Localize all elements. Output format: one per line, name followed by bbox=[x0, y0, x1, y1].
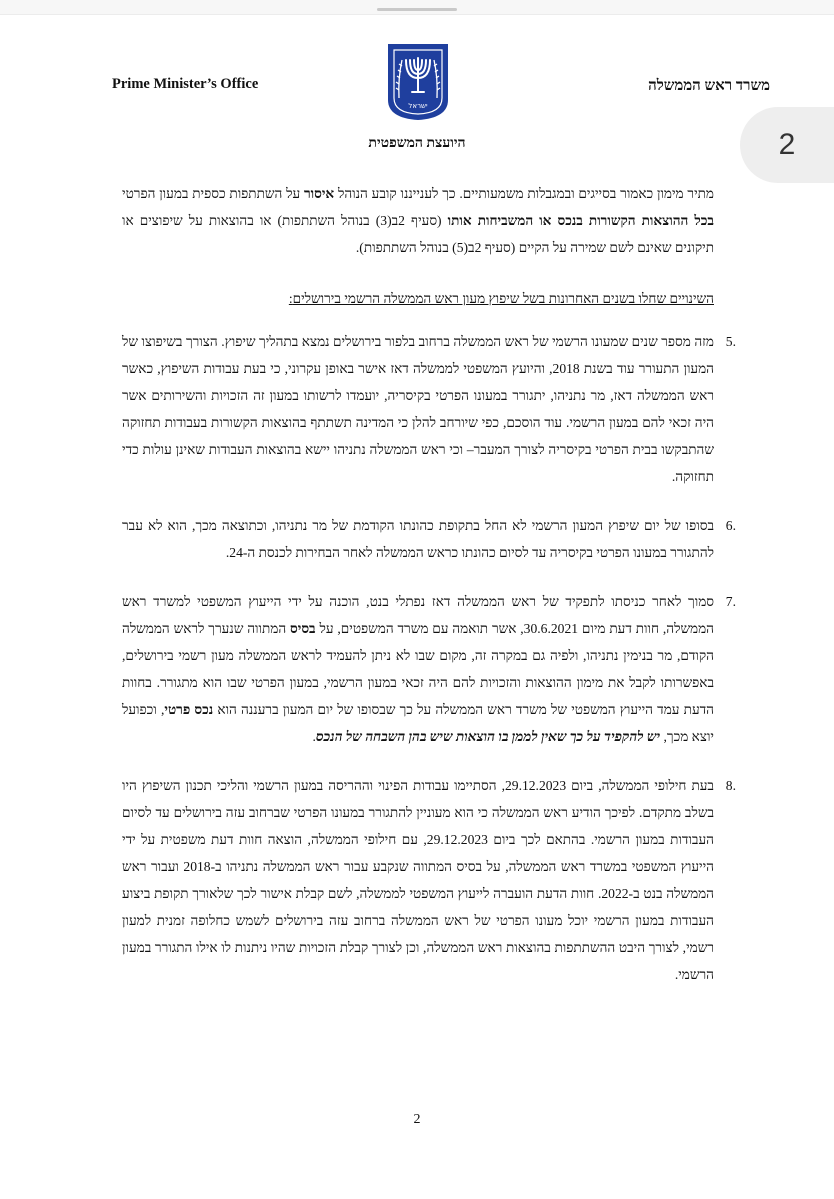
office-name-english: Prime Minister’s Office bbox=[112, 76, 259, 92]
paragraph-number: 5. bbox=[725, 334, 736, 349]
viewer-top-bar bbox=[0, 0, 834, 15]
office-name-hebrew: משרד ראש הממשלה bbox=[648, 78, 770, 94]
state-emblem-icon bbox=[386, 42, 450, 122]
paragraph-8: 8. בעת חילופי הממשלה, ביום 29.12.2023, הסתיימו עבודות הפינוי וההריסה במעון הרשמי והליכי תכנון השיפוץ היו בשלב מתקדם. לפיכך הודיע ראש הממשלה כי הוא מעוניין להתגורר במעונו הפרטי שברחוב עזה בירושלים עד לסיום העבודות במעון הרשמי. בהתאם לכך ביום 29.12.2023, עם חילופי הממשלה, הוצאה חוות דעת משפטית על ידי הייעוץ המשפטי במשרד ראש הממשלה, על בסיס המתווה שנקבע עבור ראש הממשלה נתניהו ב-2018 ועבור ראש הממשלה בנט ב-2022. חוות הדעת הועברה לייעוץ המשפטי לממשלה, לשם קבלת אישור לכך שלאורך תקופת ביצוע העבודות במעון הרשמי יוכל מעונו הפרטי של ראש הממשלה ברחוב עזה בירושלים לשמש כחלופה זמנית למעון רשמי, לצורך היבט ההשתתפות בהוצאות ראש הממשלה, וכן לצורך קבלת הזכויות שהיו ניתנות לו אילו התגורר במעון הרשמי. bbox=[122, 772, 714, 988]
drag-handle[interactable] bbox=[377, 8, 457, 11]
paragraph-6: 6. בסופו של יום שיפוץ המעון הרשמי לא החל בתקופת כהונתו הקודמת של מר נתניהו, וכתוצאה מכך, הוא לא עבר להתגורר במעונו הפרטי בקיסריה עד לסיום כהונתו כראש הממשלה לאחר הבחירות לכנסת ה-24. bbox=[122, 512, 714, 566]
department-title: היועצת המשפטית bbox=[368, 136, 466, 151]
section-heading: השינויים שחלו בשנים האחרונות בשל שיפוץ מעון ראש הממשלה הרשמי בירושלים: bbox=[288, 291, 714, 306]
footer-page-number: 2 bbox=[413, 1112, 421, 1127]
emblem-label: ישראל bbox=[408, 102, 428, 110]
paragraph-7: 7. סמוך לאחר כניסתו לתפקיד של ראש הממשלה דאז נפתלי בנט, הוכנה על ידי הייעוץ המשפטי למשרד ראש הממשלה, חוות דעת מיום 30.6.2021, אשר תואמה עם משרד המשפטים, על בסיס המתווה שנערך לראש הממשלה הקודם, מר בנימין נתניהו, ולפיה גם במקרה זה, מקום שבו לא ניתן להעמיד לראש הממשלה מעון רשמי בירושלים, באפשרותו לקבל את מימון ההוצאות והזכויות להם היה זכאי במעון הרשמי, במעון הפרטי שבו הוא מתגורר. בחוות הדעת עמד הייעוץ המשפטי של משרד ראש הממשלה על כך שבסופו של יום המעון ברעננה הוא נכס פרטי, וכפועל יוצא מכך, יש להקפיד על כך שאין לממן בו הוצאות שיש בהן השבחה של הנכס. bbox=[122, 588, 714, 750]
paragraph-number: 8. bbox=[725, 778, 736, 793]
paragraph-number: 6. bbox=[725, 518, 736, 533]
paragraph-5: 5. מזה מספר שנים שמעונו הרשמי של ראש הממשלה ברחוב בלפור בירושלים נמצא בתהליך שיפוץ. הצורך בשיפוצו של המעון התעורר עוד בשנת 2018, והיועץ המשפטי לממשלה דאז אישר באופן עקרוני, כי בעת עבודות השיפוץ, כאשר ראש הממשלה דאז, מר נתניהו, יתגורר במעונו הפרטי בקיסריה, יועמדו לרשותו במעון זה הזכויות והשירותים אשר היה זכאי להם במעון הרשמי. עוד הוסכם, כפי שיורחב להלן כי המדינה תשתתף בהוצאות הקשורות בעבודות תחזוקה שהתבקשו בבית הפרטי בקיסריה לצורך המעבר– וכי ראש הממשלה נתניהו יישא בהוצאות העבודות שאינן עולות כדי תחזוקה. bbox=[122, 328, 714, 490]
page-number-badge: 2 bbox=[740, 107, 834, 183]
document-body bbox=[122, 180, 736, 1010]
intro-paragraph: מתיר מימון כאמור בסייגים ובמגבלות משמעותיים. כך לענייננו קובע הנוהל איסור על השתתפות כספית במעון הפרטי בכל ההוצאות הקשורות בנכס או המשביחות אותו (סעיף 2ב(3) בנוהל השתתפות) או בהוצאות על שיפוצים או תיקונים שאינם לשם שמירה על הקיים (סעיף 2ב(5) בנוהל השתתפות). bbox=[122, 186, 714, 255]
paragraph-number: 7. bbox=[725, 594, 736, 609]
